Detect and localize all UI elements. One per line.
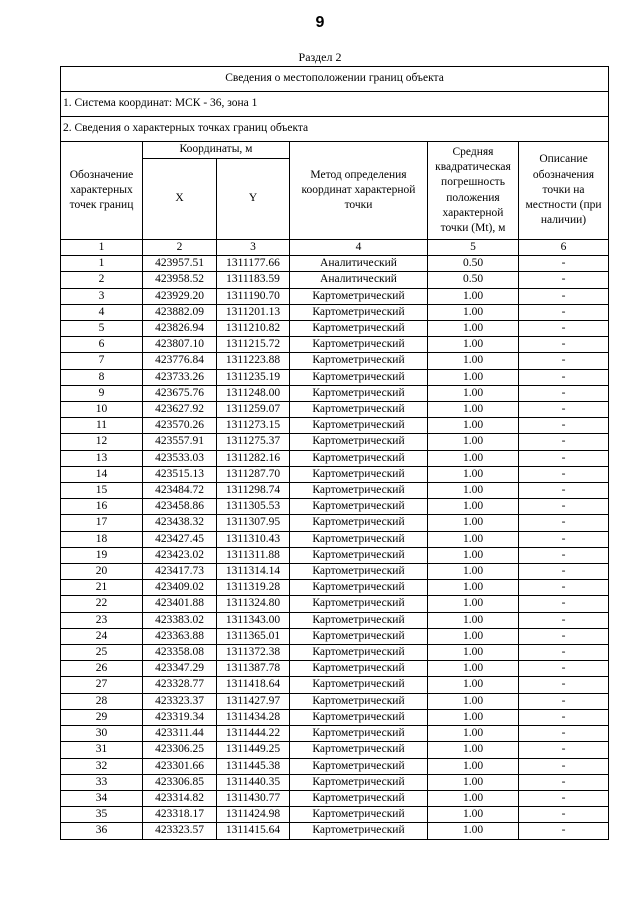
mean-error-cell: 1.00	[428, 661, 519, 677]
column-number: 5	[428, 240, 519, 256]
y-coordinate-cell: 1311372.38	[217, 645, 290, 661]
description-cell: -	[519, 434, 609, 450]
description-cell: -	[519, 774, 609, 790]
method-cell: Картометрический	[290, 612, 428, 628]
section-title: Раздел 2	[298, 50, 342, 64]
y-coordinate-cell: 1311210.82	[217, 321, 290, 337]
point-number-cell: 9	[61, 385, 143, 401]
mean-error-cell: 1.00	[428, 596, 519, 612]
column-number: 1	[61, 240, 143, 256]
mean-error-cell: 1.00	[428, 628, 519, 644]
points-section-line: 2. Сведения о характерных точках границ объекта	[61, 117, 609, 142]
mean-error-cell: 0.50	[428, 256, 519, 272]
x-coordinate-cell: 423929.20	[143, 288, 217, 304]
table-row	[61, 483, 609, 499]
x-coordinate-cell: 423314.82	[143, 790, 217, 806]
x-coordinate-cell: 423323.37	[143, 693, 217, 709]
method-cell: Картометрический	[290, 547, 428, 563]
method-cell: Картометрический	[290, 774, 428, 790]
x-coordinate-cell: 423515.13	[143, 466, 217, 482]
point-number-cell: 16	[61, 499, 143, 515]
description-cell: -	[519, 726, 609, 742]
x-coordinate-cell: 423417.73	[143, 564, 217, 580]
x-coordinate-cell: 423306.25	[143, 742, 217, 758]
y-coordinate-cell: 1311215.72	[217, 337, 290, 353]
x-coordinate-cell: 423363.88	[143, 628, 217, 644]
method-cell: Картометрический	[290, 596, 428, 612]
y-coordinate-cell: 1311418.64	[217, 677, 290, 693]
description-cell: -	[519, 369, 609, 385]
y-coordinate-cell: 1311282.16	[217, 450, 290, 466]
description-cell: -	[519, 385, 609, 401]
x-coordinate-cell: 423958.52	[143, 272, 217, 288]
header-y: Y	[217, 159, 290, 240]
header-description: Описание обозначения точки на местности (при наличии)	[519, 142, 609, 240]
y-coordinate-cell: 1311177.66	[217, 256, 290, 272]
mean-error-cell: 1.00	[428, 385, 519, 401]
description-cell: -	[519, 499, 609, 515]
method-cell: Картометрический	[290, 823, 428, 839]
table-body	[61, 256, 609, 839]
table-row	[61, 321, 609, 337]
description-cell: -	[519, 742, 609, 758]
boundary-points-table	[60, 66, 609, 840]
table-row	[61, 564, 609, 580]
point-number-cell: 19	[61, 547, 143, 563]
header-x: X	[143, 159, 217, 240]
y-coordinate-cell: 1311307.95	[217, 515, 290, 531]
description-cell: -	[519, 596, 609, 612]
point-number-cell: 27	[61, 677, 143, 693]
mean-error-cell: 0.50	[428, 272, 519, 288]
y-coordinate-cell: 1311259.07	[217, 402, 290, 418]
table-row	[61, 612, 609, 628]
x-coordinate-cell: 423328.77	[143, 677, 217, 693]
column-number: 2	[143, 240, 217, 256]
mean-error-cell: 1.00	[428, 418, 519, 434]
x-coordinate-cell: 423301.66	[143, 758, 217, 774]
method-cell: Картометрический	[290, 564, 428, 580]
method-cell: Картометрический	[290, 434, 428, 450]
column-number: 6	[519, 240, 609, 256]
y-coordinate-cell: 1311449.25	[217, 742, 290, 758]
method-cell: Картометрический	[290, 499, 428, 515]
y-coordinate-cell: 1311273.15	[217, 418, 290, 434]
table-row	[61, 466, 609, 482]
point-number-cell: 12	[61, 434, 143, 450]
point-number-cell: 8	[61, 369, 143, 385]
y-coordinate-cell: 1311434.28	[217, 709, 290, 725]
point-number-cell: 11	[61, 418, 143, 434]
y-coordinate-cell: 1311430.77	[217, 790, 290, 806]
method-cell: Картометрический	[290, 337, 428, 353]
method-cell: Картометрический	[290, 742, 428, 758]
description-cell: -	[519, 515, 609, 531]
page-number: 9	[315, 14, 325, 31]
description-cell: -	[519, 677, 609, 693]
table-row	[61, 677, 609, 693]
mean-error-cell: 1.00	[428, 758, 519, 774]
table-row	[61, 628, 609, 644]
table-row	[61, 418, 609, 434]
x-coordinate-cell: 423882.09	[143, 304, 217, 320]
mean-error-cell: 1.00	[428, 515, 519, 531]
mean-error-cell: 1.00	[428, 677, 519, 693]
method-cell: Аналитический	[290, 256, 428, 272]
description-cell: -	[519, 807, 609, 823]
point-number-cell: 6	[61, 337, 143, 353]
description-cell: -	[519, 709, 609, 725]
description-cell: -	[519, 758, 609, 774]
description-cell: -	[519, 790, 609, 806]
method-cell: Картометрический	[290, 402, 428, 418]
table-row	[61, 596, 609, 612]
header-coordinates: Координаты, м	[143, 142, 290, 159]
description-cell: -	[519, 337, 609, 353]
point-number-cell: 36	[61, 823, 143, 839]
table-row	[61, 709, 609, 725]
mean-error-cell: 1.00	[428, 693, 519, 709]
method-cell: Картометрический	[290, 677, 428, 693]
y-coordinate-cell: 1311223.88	[217, 353, 290, 369]
description-cell: -	[519, 466, 609, 482]
x-coordinate-cell: 423306.85	[143, 774, 217, 790]
mean-error-cell: 1.00	[428, 531, 519, 547]
y-coordinate-cell: 1311440.35	[217, 774, 290, 790]
description-cell: -	[519, 628, 609, 644]
method-cell: Картометрический	[290, 418, 428, 434]
x-coordinate-cell: 423427.45	[143, 531, 217, 547]
table-row	[61, 288, 609, 304]
y-coordinate-cell: 1311427.97	[217, 693, 290, 709]
method-cell: Картометрический	[290, 661, 428, 677]
point-number-cell: 25	[61, 645, 143, 661]
description-cell: -	[519, 402, 609, 418]
method-cell: Картометрический	[290, 580, 428, 596]
mean-error-cell: 1.00	[428, 499, 519, 515]
method-cell: Картометрический	[290, 807, 428, 823]
mean-error-cell: 1.00	[428, 353, 519, 369]
method-cell: Картометрический	[290, 709, 428, 725]
y-coordinate-cell: 1311343.00	[217, 612, 290, 628]
table-row	[61, 385, 609, 401]
description-cell: -	[519, 645, 609, 661]
description-cell: -	[519, 547, 609, 563]
y-coordinate-cell: 1311298.74	[217, 483, 290, 499]
point-number-cell: 22	[61, 596, 143, 612]
point-number-cell: 15	[61, 483, 143, 499]
y-coordinate-cell: 1311314.14	[217, 564, 290, 580]
y-coordinate-cell: 1311324.80	[217, 596, 290, 612]
method-cell: Картометрический	[290, 466, 428, 482]
description-cell: -	[519, 450, 609, 466]
mean-error-cell: 1.00	[428, 709, 519, 725]
description-cell: -	[519, 288, 609, 304]
method-cell: Картометрический	[290, 726, 428, 742]
point-number-cell: 29	[61, 709, 143, 725]
method-cell: Картометрический	[290, 483, 428, 499]
point-number-cell: 20	[61, 564, 143, 580]
table-row	[61, 790, 609, 806]
x-coordinate-cell: 423807.10	[143, 337, 217, 353]
method-cell: Аналитический	[290, 272, 428, 288]
x-coordinate-cell: 423733.26	[143, 369, 217, 385]
description-cell: -	[519, 531, 609, 547]
x-coordinate-cell: 423533.03	[143, 450, 217, 466]
y-coordinate-cell: 1311235.19	[217, 369, 290, 385]
mean-error-cell: 1.00	[428, 742, 519, 758]
table-row	[61, 272, 609, 288]
mean-error-cell: 1.00	[428, 304, 519, 320]
method-cell: Картометрический	[290, 693, 428, 709]
table-row	[61, 515, 609, 531]
description-cell: -	[519, 272, 609, 288]
mean-error-cell: 1.00	[428, 288, 519, 304]
point-number-cell: 13	[61, 450, 143, 466]
description-cell: -	[519, 256, 609, 272]
point-number-cell: 17	[61, 515, 143, 531]
description-cell: -	[519, 661, 609, 677]
x-coordinate-cell: 423423.02	[143, 547, 217, 563]
method-cell: Картометрический	[290, 758, 428, 774]
y-coordinate-cell: 1311387.78	[217, 661, 290, 677]
method-cell: Картометрический	[290, 288, 428, 304]
x-coordinate-cell: 423557.91	[143, 434, 217, 450]
y-coordinate-cell: 1311183.59	[217, 272, 290, 288]
table-row	[61, 499, 609, 515]
x-coordinate-cell: 423458.86	[143, 499, 217, 515]
description-cell: -	[519, 580, 609, 596]
table-row	[61, 645, 609, 661]
header-method: Метод определения координат характерной точки	[290, 142, 428, 240]
mean-error-cell: 1.00	[428, 790, 519, 806]
point-number-cell: 21	[61, 580, 143, 596]
mean-error-cell: 1.00	[428, 726, 519, 742]
header-mean-error: Средняя квадратическая погрешность положения характерной точки (Mt), м	[428, 142, 519, 240]
method-cell: Картометрический	[290, 790, 428, 806]
table-row	[61, 726, 609, 742]
table-row	[61, 304, 609, 320]
y-coordinate-cell: 1311424.98	[217, 807, 290, 823]
table-row	[61, 742, 609, 758]
point-number-cell: 33	[61, 774, 143, 790]
method-cell: Картометрический	[290, 645, 428, 661]
point-number-cell: 7	[61, 353, 143, 369]
point-number-cell: 28	[61, 693, 143, 709]
table-row	[61, 758, 609, 774]
point-number-cell: 3	[61, 288, 143, 304]
mean-error-cell: 1.00	[428, 547, 519, 563]
table-row	[61, 369, 609, 385]
table-row	[61, 580, 609, 596]
method-cell: Картометрический	[290, 353, 428, 369]
table-row	[61, 547, 609, 563]
x-coordinate-cell: 423319.34	[143, 709, 217, 725]
description-cell: -	[519, 304, 609, 320]
method-cell: Картометрический	[290, 515, 428, 531]
point-number-cell: 30	[61, 726, 143, 742]
table-row	[61, 353, 609, 369]
point-number-cell: 24	[61, 628, 143, 644]
y-coordinate-cell: 1311201.13	[217, 304, 290, 320]
point-number-cell: 10	[61, 402, 143, 418]
mean-error-cell: 1.00	[428, 321, 519, 337]
point-number-cell: 35	[61, 807, 143, 823]
method-cell: Картометрический	[290, 369, 428, 385]
table-row	[61, 434, 609, 450]
table-row	[61, 402, 609, 418]
y-coordinate-cell: 1311444.22	[217, 726, 290, 742]
description-cell: -	[519, 353, 609, 369]
x-coordinate-cell: 423570.26	[143, 418, 217, 434]
x-coordinate-cell: 423311.44	[143, 726, 217, 742]
point-number-cell: 26	[61, 661, 143, 677]
x-coordinate-cell: 423358.08	[143, 645, 217, 661]
y-coordinate-cell: 1311319.28	[217, 580, 290, 596]
column-number: 4	[290, 240, 428, 256]
table-row	[61, 450, 609, 466]
mean-error-cell: 1.00	[428, 774, 519, 790]
point-number-cell: 32	[61, 758, 143, 774]
y-coordinate-cell: 1311287.70	[217, 466, 290, 482]
y-coordinate-cell: 1311311.88	[217, 547, 290, 563]
description-cell: -	[519, 321, 609, 337]
point-number-cell: 4	[61, 304, 143, 320]
x-coordinate-cell: 423401.88	[143, 596, 217, 612]
x-coordinate-cell: 423675.76	[143, 385, 217, 401]
table-title: Сведения о местоположении границ объекта	[61, 67, 609, 92]
x-coordinate-cell: 423347.29	[143, 661, 217, 677]
table-row	[61, 807, 609, 823]
y-coordinate-cell: 1311305.53	[217, 499, 290, 515]
x-coordinate-cell: 423826.94	[143, 321, 217, 337]
method-cell: Картометрический	[290, 628, 428, 644]
table-row	[61, 256, 609, 272]
mean-error-cell: 1.00	[428, 466, 519, 482]
column-number: 3	[217, 240, 290, 256]
y-coordinate-cell: 1311365.01	[217, 628, 290, 644]
y-coordinate-cell: 1311310.43	[217, 531, 290, 547]
coordinate-system-line: 1. Система координат: МСК - 36, зона 1	[61, 92, 609, 117]
mean-error-cell: 1.00	[428, 807, 519, 823]
mean-error-cell: 1.00	[428, 434, 519, 450]
mean-error-cell: 1.00	[428, 483, 519, 499]
y-coordinate-cell: 1311445.38	[217, 758, 290, 774]
mean-error-cell: 1.00	[428, 612, 519, 628]
x-coordinate-cell: 423627.92	[143, 402, 217, 418]
table-row	[61, 531, 609, 547]
mean-error-cell: 1.00	[428, 823, 519, 839]
mean-error-cell: 1.00	[428, 645, 519, 661]
x-coordinate-cell: 423383.02	[143, 612, 217, 628]
x-coordinate-cell: 423409.02	[143, 580, 217, 596]
description-cell: -	[519, 418, 609, 434]
point-number-cell: 14	[61, 466, 143, 482]
mean-error-cell: 1.00	[428, 580, 519, 596]
table-row	[61, 693, 609, 709]
table-row	[61, 823, 609, 839]
point-number-cell: 2	[61, 272, 143, 288]
point-number-cell: 31	[61, 742, 143, 758]
method-cell: Картометрический	[290, 450, 428, 466]
method-cell: Картометрический	[290, 321, 428, 337]
x-coordinate-cell: 423484.72	[143, 483, 217, 499]
mean-error-cell: 1.00	[428, 402, 519, 418]
y-coordinate-cell: 1311275.37	[217, 434, 290, 450]
mean-error-cell: 1.00	[428, 337, 519, 353]
method-cell: Картометрический	[290, 304, 428, 320]
x-coordinate-cell: 423318.17	[143, 807, 217, 823]
point-number-cell: 23	[61, 612, 143, 628]
description-cell: -	[519, 483, 609, 499]
table-row	[61, 661, 609, 677]
table-row	[61, 774, 609, 790]
description-cell: -	[519, 612, 609, 628]
method-cell: Картометрический	[290, 531, 428, 547]
mean-error-cell: 1.00	[428, 564, 519, 580]
description-cell: -	[519, 564, 609, 580]
header-point-designation: Обозначение характерных точек границ	[61, 142, 143, 240]
mean-error-cell: 1.00	[428, 369, 519, 385]
y-coordinate-cell: 1311248.00	[217, 385, 290, 401]
x-coordinate-cell: 423776.84	[143, 353, 217, 369]
point-number-cell: 34	[61, 790, 143, 806]
table-row	[61, 337, 609, 353]
method-cell: Картометрический	[290, 385, 428, 401]
y-coordinate-cell: 1311190.70	[217, 288, 290, 304]
y-coordinate-cell: 1311415.64	[217, 823, 290, 839]
point-number-cell: 18	[61, 531, 143, 547]
description-cell: -	[519, 693, 609, 709]
point-number-cell: 5	[61, 321, 143, 337]
mean-error-cell: 1.00	[428, 450, 519, 466]
x-coordinate-cell: 423323.57	[143, 823, 217, 839]
point-number-cell: 1	[61, 256, 143, 272]
x-coordinate-cell: 423438.32	[143, 515, 217, 531]
description-cell: -	[519, 823, 609, 839]
x-coordinate-cell: 423957.51	[143, 256, 217, 272]
